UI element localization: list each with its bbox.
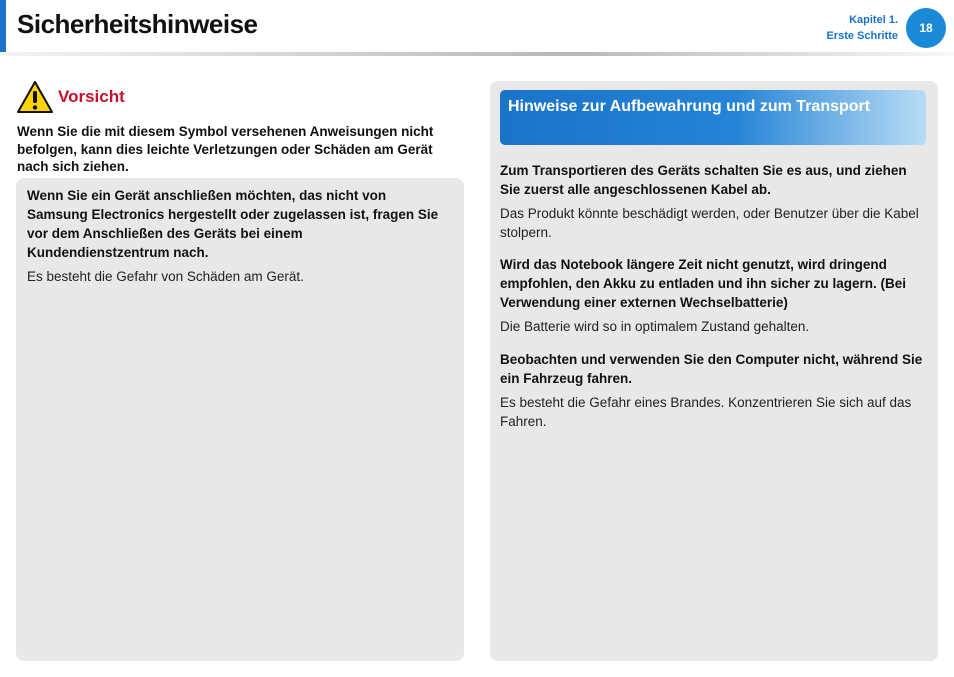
page-number-badge: 18	[906, 8, 946, 48]
left-info-box	[16, 178, 464, 661]
warning-triangle-icon	[16, 80, 54, 114]
page-title: Sicherheitshinweise	[17, 9, 258, 39]
chapter-title: Erste Schritte	[826, 30, 898, 42]
item-explanation: Es besteht die Gefahr eines Brandes. Konzentrieren Sie sich auf das Fahren.	[500, 395, 912, 429]
chapter-label	[826, 12, 898, 44]
item-instruction: Beobachten und verwenden Sie den Computer nicht, während Sie ein Fahrzeug fahren.	[500, 352, 923, 386]
item-explanation: Das Produkt könnte beschädigt werden, oder Benutzer über die Kabel stolpern.	[500, 206, 919, 240]
item-explanation: Die Batterie wird so in optimalem Zustand gehalten.	[500, 319, 810, 334]
list-item	[500, 161, 930, 242]
item-instruction: Zum Transportieren des Geräts schalten Sie es aus, und ziehen Sie zuerst alle angeschlossenen Kabel ab.	[500, 163, 907, 197]
item-instruction: Wird das Notebook längere Zeit nicht genutzt, wird dringend empfohlen, den Akku zu entladen und ihn sicher zu lagern. (Bei Verwendung einer externen Wechselbatterie)	[500, 257, 907, 310]
header-accent-bar	[0, 0, 6, 52]
right-info-box	[490, 81, 938, 661]
chapter-number: Kapitel 1.	[849, 14, 898, 26]
list-item	[500, 350, 930, 431]
list-item	[500, 255, 930, 336]
header-divider	[0, 52, 954, 56]
caution-label: Vorsicht	[58, 87, 125, 106]
section-heading: Hinweise zur Aufbewahrung und zum Transport	[500, 90, 926, 145]
left-box-explanation: Es besteht die Gefahr von Schäden am Gerät.	[27, 269, 304, 284]
caution-header	[16, 80, 125, 114]
left-box-instruction: Wenn Sie ein Gerät anschließen möchten, das nicht von Samsung Electronics hergestellt oder zugelassen ist, fragen Sie vor dem Anschließen des Geräts bei einem Kundendienstzentrum nach.	[27, 188, 439, 260]
caution-description: Wenn Sie die mit diesem Symbol versehenen Anweisungen nicht befolgen, kann dies leichte Verletzungen oder Schäden am Gerät nach sich ziehen.	[17, 124, 434, 174]
